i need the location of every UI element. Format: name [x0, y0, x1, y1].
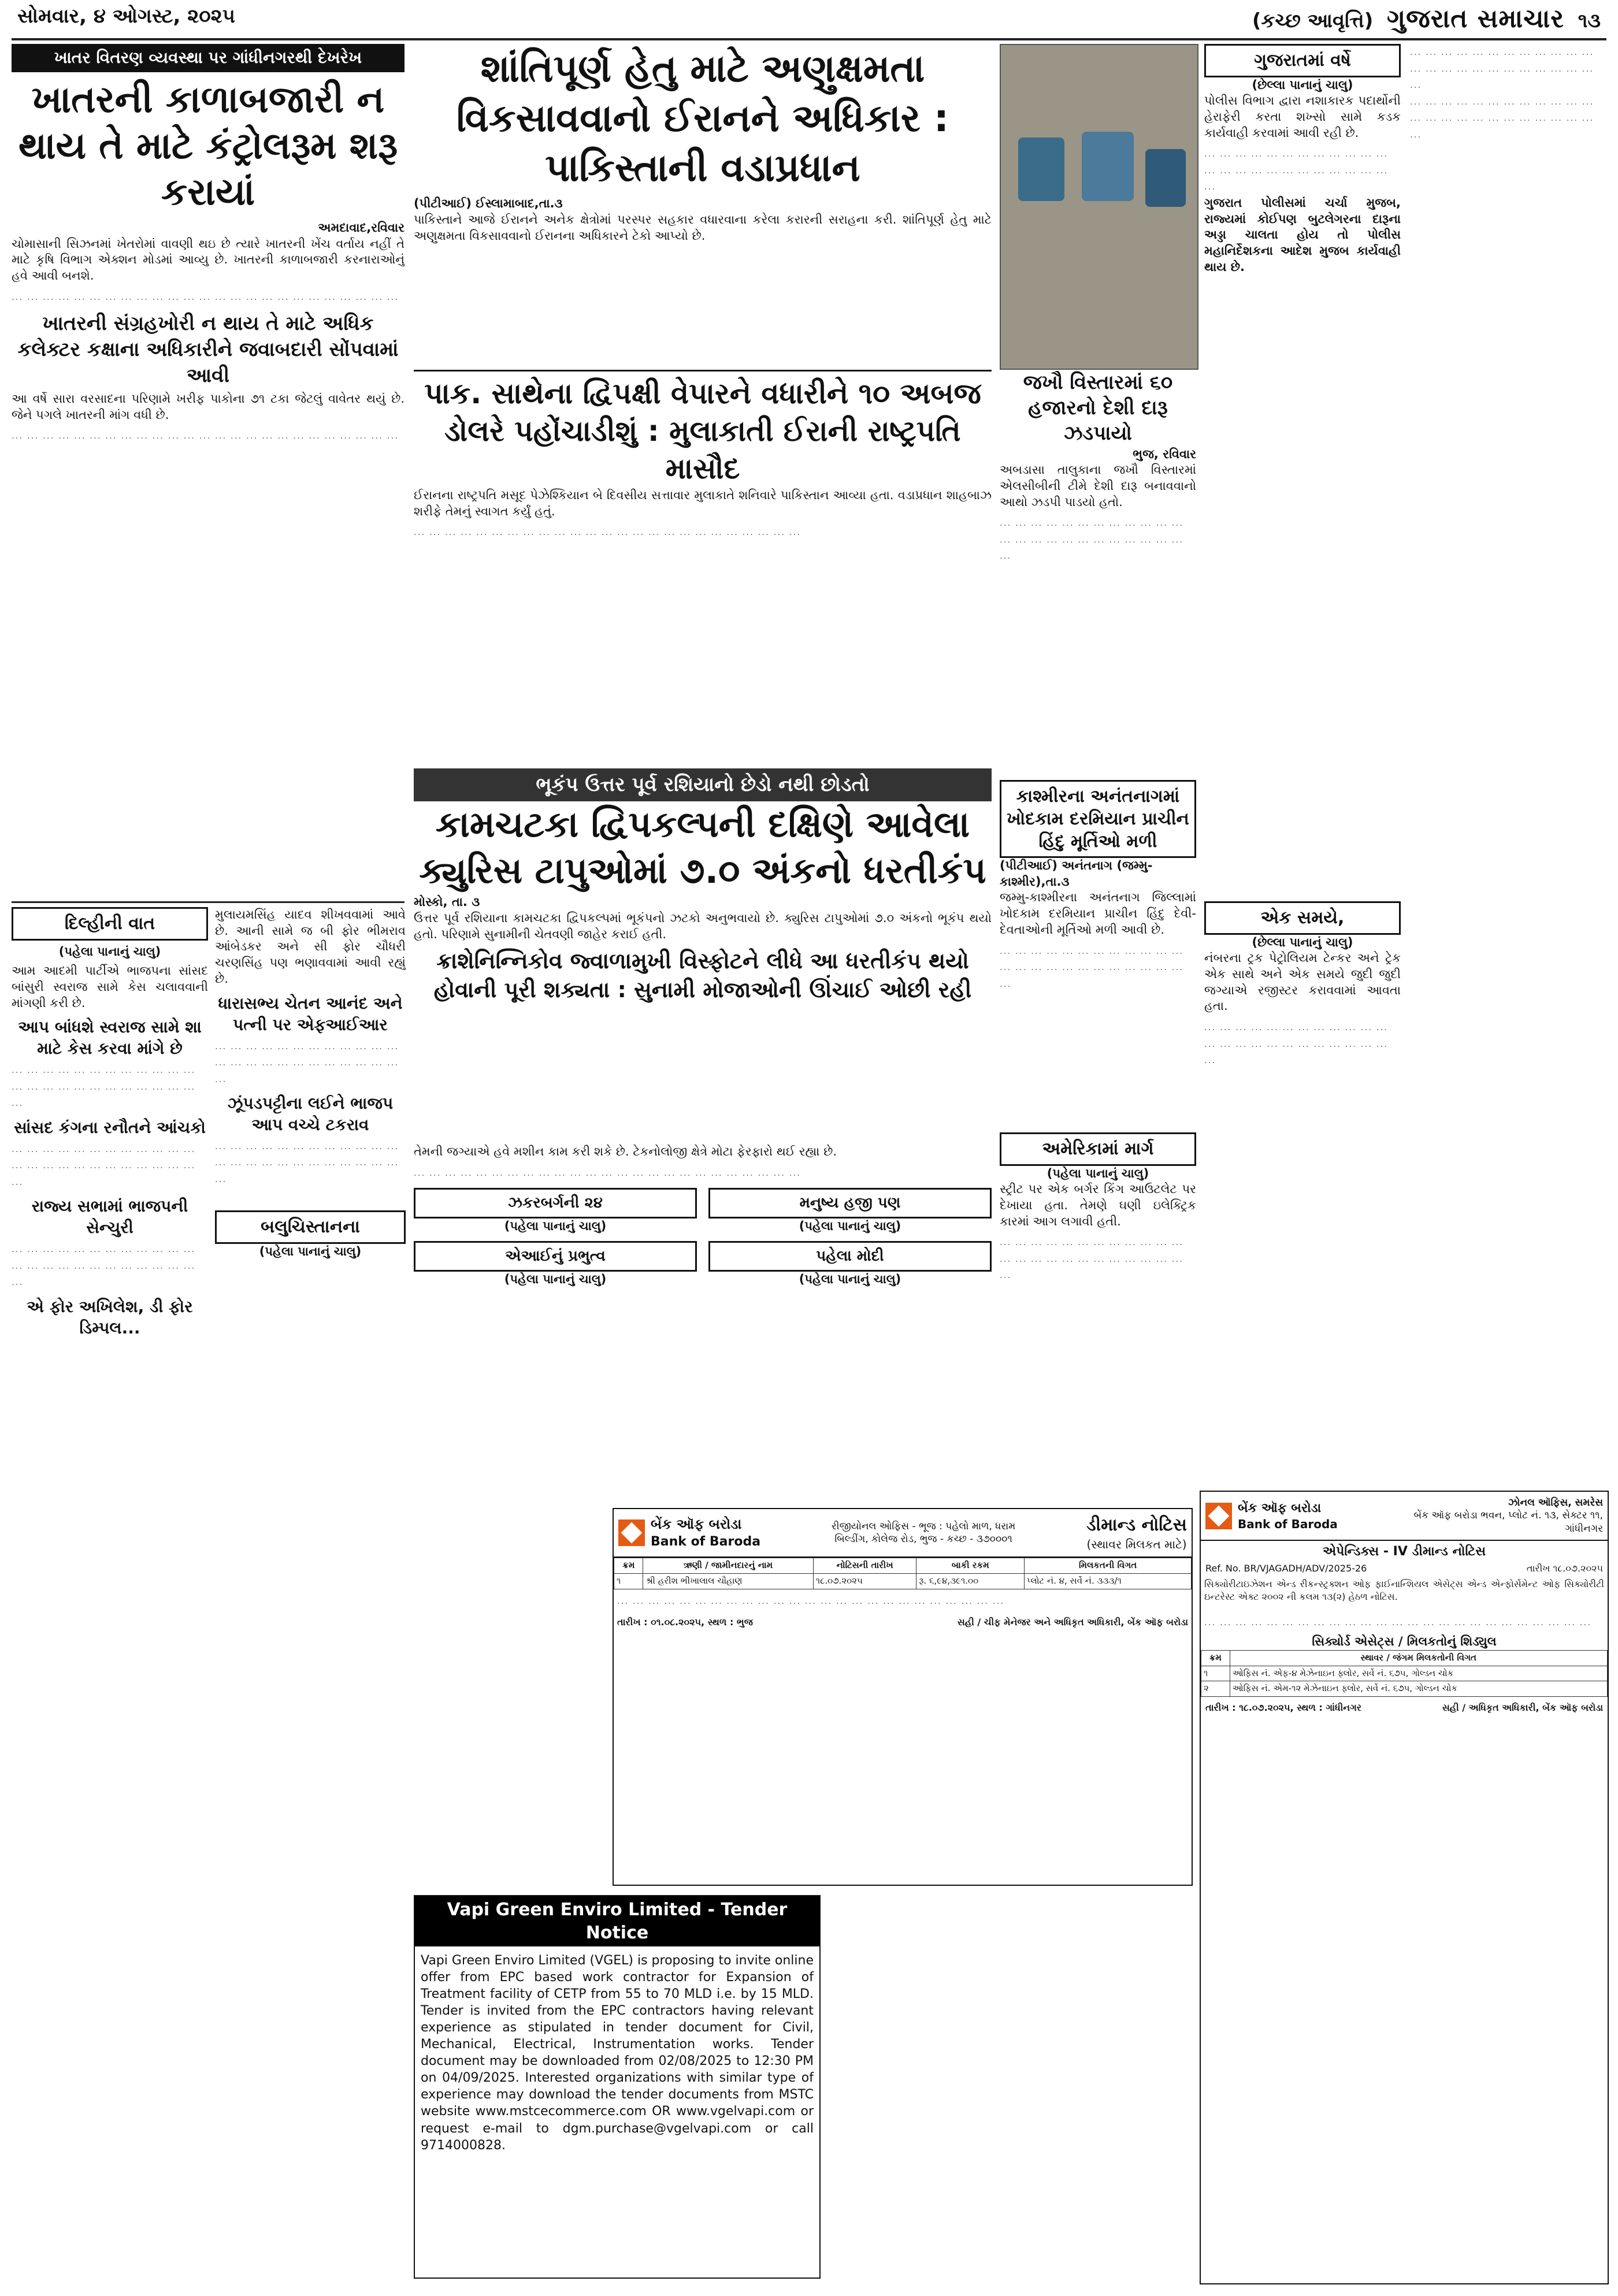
lead-body: પાકિસ્તાને આજે ઈરાનને અનેક ક્ષેત્રોમાં પરસ્પર સહકાર વધારવાના કરેલા કરારની સરાહના કરી. શાંતિપૂર્ણ હેતુ માટે અણુક્ષમતા વિકસાવવાનો ઈરાનના અધિકારને ટેકો આપ્યો છે. — [414, 213, 992, 243]
bob-right-sign: સહી / અધિકૃત અધિકારી, બેંક ઑફ બરોડા — [1442, 1702, 1603, 1714]
lead-story — [414, 44, 992, 367]
america-filler: ... ... ... ... ... ... ... ... ... ... ... ... ... ... ... ... ... ... ... ... ... ... ... ... ... — [1000, 1237, 1184, 1281]
bob-right-logo-icon — [1205, 1503, 1232, 1529]
america-story — [1000, 1132, 1196, 1502]
bob-col-header: નોટિસની તારીખ — [813, 1558, 916, 1573]
bob-notice-title: ડીમાન્ડ નોટિસ — [1086, 1515, 1187, 1535]
iran-body: ઈરાનના રાષ્ટ્રપતિ મસૂદ પેઝેશ્કિયાન બે દિવસીય સત્તાવાર મુલાકાતે શનિવારે પાકિસ્તાન આવ્યા હતા. વડાપ્રધાન શાહબાઝ શરીફે તેમનું સ્વાગત કર્યું હતું. — [414, 488, 992, 518]
story-dateline: અમદાવાદ,રવિવાર — [318, 220, 404, 235]
bob-right-ref: Ref. No. BR/VJAGADH/ADV/2025-26 — [1205, 1563, 1367, 1574]
delhi-filler-3: ... ... ... ... ... ... ... ... ... ... ... ... ... ... ... ... ... ... ... ... ... ... ... ... ... — [12, 1244, 196, 1288]
story-text-filler-2: ... ... ... ... ... ... ... ... ... ... ... ... ... ... ... ... ... ... ... ... ... ... ... ... ... — [12, 430, 399, 441]
delhi-title: દિલ્હીની વાત — [12, 907, 208, 941]
masthead-rule — [12, 38, 1606, 40]
balochistan-title: બલુચિસ્તાનના — [215, 1210, 406, 1244]
manushya-title: મનુષ્ય હજી પણ — [708, 1188, 992, 1218]
bob-col-header: ઋણી / જામીનદારનું નામ — [643, 1558, 813, 1573]
masthead — [1252, 2, 1601, 36]
table-cell: શ્રી હરીશ ભીખાલાલ ચૌહાણ — [643, 1573, 813, 1589]
delhi-sub-3: રાજ્ય સભામાં ભાજપની સેન્ચુરી — [31, 1197, 188, 1238]
bob-col-header: મિલકતની વિગત — [1025, 1558, 1192, 1573]
lead-headline: શાંતિપૂર્ણ હેતુ માટે અણુક્ષમતા વિકસાવવાનો ઈરાનને અધિકાર : પાકિસ્તાની વડાપ્રધાન — [456, 46, 949, 190]
table-row — [1201, 1666, 1608, 1681]
quake-story — [414, 768, 992, 1138]
bob-schedule-title: સિક્યોર્ડ એસેટ્સ / મિલકતોનું શિડ્યુલ — [1312, 1634, 1497, 1649]
bob-right-address: બેંક ઑફ બરોડા ભવન, પ્લોટ નં. ૧૩, સેક્ટર ૧૧, ગાંધીનગર — [1413, 1510, 1603, 1535]
liquor-headline: જખૌ વિસ્તારમાં ૬૦ હજારનો દેશી દારૂ ઝડપાયો — [1023, 371, 1173, 445]
quake-headline: કામચટકા દ્વિપકલ્પની દક્ષિણે આવેલા ક્યુરિસ ટાપુઓમાં ૭.૦ અંકનો ધરતીકંપ — [419, 803, 986, 892]
america-title: અમેરિકામાં માર્ગ — [1000, 1132, 1196, 1166]
gujarat-title: ગુજરાતમાં વર્ષે — [1204, 44, 1401, 77]
bob-right-logo — [1205, 1500, 1338, 1532]
bob-schedule-table — [1201, 1650, 1608, 1697]
liquor-story — [1000, 370, 1196, 774]
bob-right-name-gu: બેંક ઑફ બરોડા — [1238, 1500, 1322, 1515]
gujarat-filler: ... ... ... ... ... ... ... ... ... ... ... ... ... ... ... ... ... ... ... ... ... ... ... ... ... — [1204, 148, 1389, 192]
tender-notice — [414, 1895, 821, 2279]
col2-body: મુલાયમસિંહ યાદવ શીખવવામાં આવે છે. આની સામે જ બી ફોર ભીમરાવ આંબેડકર અને સી ફોર ચૌધરી ચરણસિંહ પણ ભણાવવામાં આવી રહ્યું છે. — [215, 908, 406, 986]
bob-fine-print: ... ... ... ... ... ... ... ... ... ... ... ... ... ... ... ... ... ... ... ... ... ... ... ... ... — [617, 1595, 1005, 1606]
delhi-sub-1: આપ બાંધશે સ્વરાજ સામે શા માટે કેસ કરવા માંગે છે — [18, 1017, 202, 1058]
bob-date-place: તારીખ : ૦૧.૦૮.૨૦૨૫, સ્થળ : ભુજ — [617, 1617, 753, 1628]
tender-title: Vapi Green Enviro Limited - Tender Notice — [415, 1896, 819, 1946]
iran-filler: ... ... ... ... ... ... ... ... ... ... ... ... ... ... ... ... ... ... ... ... ... ... ... ... ... — [414, 527, 801, 538]
liquor-body: અબડાસા તાલુકાના જખૌ વિસ્તારમાં એલસીબીની ટીમે દેશી દારૂ બનાવવાનો આથો ઝડપી પાડયો હતો. — [1000, 463, 1196, 509]
bob-right-notice-title: એપેન્ડિક્સ - IV ડીમાન્ડ નોટિસ — [1322, 1544, 1486, 1559]
delhi-column — [12, 907, 208, 2282]
bob-right-body: સિક્યોરીટાઇઝેશન એન્ડ રીકન્સ્ટ્રક્શન ઓફ ફાઈનાન્શિયલ એસેટ્સ એન્ડ એન્ફોર્સમેન્ટ ઓફ સિક્યોરીટી ઇન્ટરેસ્ટ એક્ટ ૨૦૦૨ ની કલમ ૧૩(૨) હેઠળ નોટિસ. — [1204, 1578, 1604, 1602]
kashmir-body: જમ્મુ-કાશ્મીરના અનંતનાગ જિલ્લામાં ખોદકામ દરમિયાન પ્રાચીન હિંદુ દેવી-દેવતાઓની મૂર્તિઓ મળી આવી છે. — [1000, 890, 1196, 937]
delhi-body: આમ આદમી પાર્ટીએ ભાજપના સાંસદ બાંસુરી સ્વરાજ સામે કેસ ચલાવવાની માંગણી કરી છે. — [12, 964, 208, 1010]
table-cell: ઓફિસ નં. એફ-૪ મેઝેનાઇન ફ્લોર, સર્વે નં. ૬૭૫, ગોલ્ડન ચોક — [1230, 1666, 1608, 1681]
mid-columns — [414, 1144, 992, 1502]
gujarat-story — [1204, 44, 1401, 679]
gujarat-cont: (છેલ્લા પાનાનું ચાલુ) — [1252, 77, 1353, 92]
ek-samaye-cont: (છેલ્લા પાનાનું ચાલુ) — [1252, 935, 1353, 949]
ek-samaye-filler: ... ... ... ... ... ... ... ... ... ... ... ... ... ... ... ... ... ... ... ... ... ... ... ... ... — [1204, 1022, 1389, 1066]
modi-title: પહેલા મોદી — [708, 1241, 992, 1271]
delhi-sub-4: એ ફોર અખિલેશ, ડી ફોર ડિમ્પલ... — [27, 1296, 193, 1338]
bob-col-header: બાકી રકમ — [916, 1558, 1025, 1573]
col2-filler-2: ... ... ... ... ... ... ... ... ... ... ... ... ... ... ... ... ... ... ... ... ... ... ... ... ... — [215, 1140, 399, 1184]
liquor-filler: ... ... ... ... ... ... ... ... ... ... ... ... ... ... ... ... ... ... ... ... ... ... ... ... ... — [1000, 518, 1184, 562]
lead-dateline: (પીટીઆઈ) ઈસ્લામાબાદ,તા.૩ — [414, 196, 563, 211]
story-headline: ખાતરની કાળાબજારી ન થાય તે માટે કંટ્રોલરૂમ શરૂ કરાયાં — [18, 78, 398, 214]
bob-right-fine-print: ... ... ... ... ... ... ... ... ... ... ... ... ... ... ... ... ... ... ... ... ... ... ... ... ... — [1204, 1617, 1592, 1628]
table-cell: રૂ. ૬,૯૪,૩૯૧.૦૦ — [916, 1573, 1025, 1589]
bob-right-branch: ઝોનલ ઑફિસ, સમરેસ — [1508, 1497, 1603, 1509]
table-cell: ૧ — [1201, 1666, 1230, 1681]
delhi-filler-2: ... ... ... ... ... ... ... ... ... ... ... ... ... ... ... ... ... ... ... ... ... ... ... ... ... — [12, 1143, 196, 1187]
table-row — [614, 1573, 1192, 1589]
quake-body: ઉત્તર પૂર્વ રશિયાના કામચટકા દ્વિપકલ્પમાં ભૂકંપનો ઝટકો અનુભવાયો છે. ક્યુરિસ ટાપુઓમાં ૭.૦ અંકનો ભૂકંપ થયો હતો. પરિણામે સુનામીની ચેતવણી જાહેર કરાઈ હતી. — [414, 911, 992, 941]
col2-filler-1: ... ... ... ... ... ... ... ... ... ... ... ... ... ... ... ... ... ... ... ... ... ... ... ... ... — [215, 1041, 399, 1084]
quake-subhead: ક્રાશેનિન્નિકોવ જ્વાળામુખી વિસ્ફોટને લીધે આ ધરતીકંપ થયો હોવાની પૂરી શક્યતા : સુનામી મોજાઓની ઊંચાઈ ઓછી રહી — [433, 948, 972, 1002]
table-row — [1201, 1681, 1608, 1697]
ai-cont: (પહેલા પાનાનું ચાલુ) — [504, 1272, 607, 1286]
iran-story — [414, 370, 992, 763]
quake-dateline: મોસ્કો, તા. ૩ — [414, 895, 480, 909]
bob-name-gu: બેંક ઑફ બરોડા — [651, 1515, 742, 1532]
quake-kicker: ભૂકંપ ઉત્તર પૂર્વ રશિયાનો છેડો નથી છોડતો — [414, 768, 992, 801]
divider — [12, 901, 404, 903]
table-cell: ૧ — [614, 1573, 643, 1589]
ek-samaye-story — [1204, 901, 1401, 1479]
fertilizer-story — [12, 44, 404, 899]
bob-notice-sub: (સ્થાવર મિલકત માટે) — [1086, 1537, 1187, 1551]
paper-name: ગુજરાત સમાચાર — [1387, 4, 1564, 34]
story-kicker: ખાતર વિતરણ વ્યવસ્થા પર ગાંધીનગરથી દેખરેખ — [12, 44, 404, 72]
kashmir-headline: કાશ્મીરના અનંતનાગમાં ખોદકામ દરમિયાન પ્રાચીન હિંદુ મૂર્તિઓ મળી — [1000, 780, 1196, 858]
tender-body: Vapi Green Enviro Limited (VGEL) is proposing to invite online offer from EPC based work contractor for Expansion of Treatment facility of CETP from 55 to 70 MLD i.e. by 15 MLD. Tender is invited from the EPC contractors having relevant experience as stipulated in tender document for Civil, Mechanical, Electrical, Instrumentation works. Tender document may be downloaded from 02/08/2025 to 12:30 PM on 04/09/2025. Interested organizations with similar type of experience may download the tender documents from MSTC website www.mstcecommerce.com OR www.vgelvapi.com or request e-mail to dgm.purchase@vgelvapi.com or call 9714000828. — [421, 1953, 814, 2153]
bob-right-place-date: તારીખ : ૧૮.૦૭.૨૦૨૫, સ્થળ : ગાંધીનગર — [1205, 1702, 1362, 1714]
kashmir-story — [1000, 780, 1196, 1127]
bob-right-date: તારીખ ૧૮.૦૭.૨૦૨૫ — [1526, 1563, 1603, 1574]
story-subhead: ખાતરની સંગ્રહખોરી ન થાય તે માટે અધિક કલેક્ટર કક્ષાના અધિકારીને જવાબદારી સોંપવામાં આવી — [17, 312, 399, 388]
gujarat-body: પોલીસ વિભાગ દ્વારા નશાકારક પદાર્થોની હેરાફેરી કરતા શખ્સો સામે કડક કાર્યવાહી કરવામાં આવી રહી છે. — [1204, 94, 1401, 140]
mid-filler: ... ... ... ... ... ... ... ... ... ... ... ... ... ... ... ... ... ... ... ... ... ... ... ... ... — [414, 1167, 801, 1178]
ai-title: એઆઈનું પ્રભુત્વ — [414, 1241, 697, 1271]
bob-name-en: Bank of Baroda — [651, 1535, 761, 1550]
story-text-filler: ... ... ... ... ... ... ... ... ... ... ... ... ... ... ... ... ... ... ... ... ... ... ... ... ... — [12, 291, 399, 302]
bob-col-header: ક્રમ — [614, 1558, 643, 1573]
schedule-header: ક્રમ — [1201, 1650, 1230, 1666]
second-column — [215, 907, 406, 2282]
america-cont: (પહેલા પાનાનું ચાલુ) — [1046, 1166, 1149, 1180]
page-number: ૧૩ — [1578, 9, 1601, 32]
balochistan-cont: (પહેલા પાનાનું ચાલુ) — [259, 1244, 362, 1258]
kashmir-dateline: (પીટીઆઈ) અનંતનાગ (જમ્મુ-કાશ્મીર),તા.૩ — [1000, 859, 1153, 889]
gujarat-bold-body: ગુજરાત પોલીસમાં ચર્ચા મુજબ, રાજ્યમાં કોઈપણ બુટલેગરના દારૂના અડ્ડા ચાલતા હોય તો પોલીસ મહાનિર્દેશકના આદેશ મુજબ કાર્યવાહી થાય છે. — [1204, 195, 1401, 274]
kashmir-filler: ... ... ... ... ... ... ... ... ... ... ... ... ... ... ... ... ... ... ... ... ... ... ... ... ... — [1000, 945, 1184, 989]
bob-logo — [618, 1515, 760, 1551]
manushya-cont: (પહેલા પાનાનું ચાલુ) — [799, 1218, 901, 1233]
delhi-continued: (પહેલા પાનાનું ચાલુ) — [58, 944, 161, 958]
table-cell: ૧૮.૦૭.૨૦૨૫ — [813, 1573, 916, 1589]
table-cell: ઓફિસ નં. એમ-૧૨ મેઝેનાઇન ફ્લોર, સર્વે નં. ૬૭૫, ગોલ્ડન ચોક — [1230, 1681, 1608, 1697]
america-body: સ્ટ્રીટ પર એક બર્ગર કિંગ આઉટલેટ પર દેખાયા હતા. તેમણે ઘણી ઇલેક્ટ્રિક કારમાં આગ લગાવી હતી. — [1000, 1182, 1196, 1228]
ek-samaye-title: એક સમયે, — [1204, 901, 1401, 935]
right-filler-2: ... ... ... ... ... ... ... ... ... ... ... ... ... ... ... ... ... ... ... ... ... ... ... ... ... — [1410, 96, 1594, 140]
bob-demand-table — [614, 1558, 1192, 1589]
bob-logo-icon — [618, 1519, 645, 1546]
zuckerberg-title: ઝકરબર્ગની ૨૪ — [414, 1188, 697, 1218]
delhi-filler-1: ... ... ... ... ... ... ... ... ... ... ... ... ... ... ... ... ... ... ... ... ... ... ... ... ... — [12, 1065, 196, 1109]
story-body: ચોમાસાની સિઝનમાં ખેતરોમાં વાવણી થઇ છે ત્યારે ખાતરની ખેંચ વર્તાય નહીં તે માટે કૃષિ વિભાગ એક્શન મોડમાં આવ્યુ છે. ખાતરની કાળાબજારી કરનારાઓનું હવે આવી બનશે. — [12, 236, 404, 283]
ek-samaye-body: નંબરના ટ્રક પેટ્રોલિયમ ટેન્કર અને ટ્રેક એક સાથે અને એક સમયે જુદી જુદી જગ્યાએ રજીસ્ટર કરાવવામાં આવતા હતા. — [1204, 951, 1401, 1013]
col2-sub-1: ધારાસભ્ય ચેતન આનંદ અને પત્ની પર એફઆઈઆર — [218, 993, 403, 1034]
schedule-header: સ્થાવર / જંગમ મિલકતોની વિગત — [1230, 1650, 1608, 1666]
modi-cont: (પહેલા પાનાનું ચાલુ) — [799, 1272, 901, 1286]
iran-headline: પાક. સાથેના દ્વિપક્ષી વેપારને વધારીને ૧૦ અબજ ડોલરે પહોંચાડીશું : મુલાકાતી ઈરાની રાષ્ટ્રપતિ માસૌદ — [414, 370, 992, 488]
right-continuation — [1410, 44, 1606, 893]
story-body-2: આ વર્ષે સારા વરસાદના પરિણામે ખરીફ પાકોના ૭૧ ટકા જેટલું વાવેતર થયું છે. જેને પગલે ખાતરની માંગ વધી છે. — [12, 391, 404, 422]
col2-sub-2: ઝૂંપડપટ્ટીના લઈને ભાજપ આપ વચ્ચે ટકરાવ — [227, 1094, 394, 1134]
table-cell: ૨ — [1201, 1681, 1230, 1697]
bob-office: રીજીયોનલ ઓફિસ - ભૂજ : પહેલો માળ, ધરામ બિલ્ડીંગ, કોલેજ રોડ, ભુજ - કચ્છ - ૩૭૦૦૦૧ — [831, 1520, 1016, 1545]
table-cell: પ્લોટ નં. ૪, સર્વે નં. ૩૩૩/૧ — [1025, 1573, 1192, 1589]
bob-zonal-notice — [1200, 1491, 1609, 2284]
liquor-dateline: ભુજ, રવિવાર — [1133, 447, 1196, 461]
bob-sign: સહી / ચીફ મેનેજર અને અધિકૃત અધિકારી, બેંક ઑફ બરોડા — [957, 1617, 1188, 1628]
liquor-photo — [1000, 44, 1198, 370]
bob-demand-notice — [613, 1508, 1193, 1886]
bob-right-name-en: Bank of Baroda — [1238, 1517, 1338, 1531]
delhi-sub-2: સાંસદ કંગના રનૌતને આંચકો — [14, 1117, 206, 1137]
edition-label: (કચ્છ આવૃત્તિ) — [1252, 9, 1374, 32]
right-filler-1: ... ... ... ... ... ... ... ... ... ... ... ... ... ... ... ... ... ... ... ... ... ... ... ... ... — [1410, 47, 1594, 90]
mid-body: તેમની જગ્યાએ હવે મશીન કામ કરી શકે છે. ટેકનોલોજી ક્ષેત્રે મોટા ફેરફારો થઈ રહ્યા છે. — [414, 1145, 837, 1158]
issue-date: સોમવાર, ૪ ઓગસ્ટ, ૨૦૨૫ — [17, 5, 235, 28]
zuckerberg-cont: (પહેલા પાનાનું ચાલુ) — [504, 1218, 607, 1233]
